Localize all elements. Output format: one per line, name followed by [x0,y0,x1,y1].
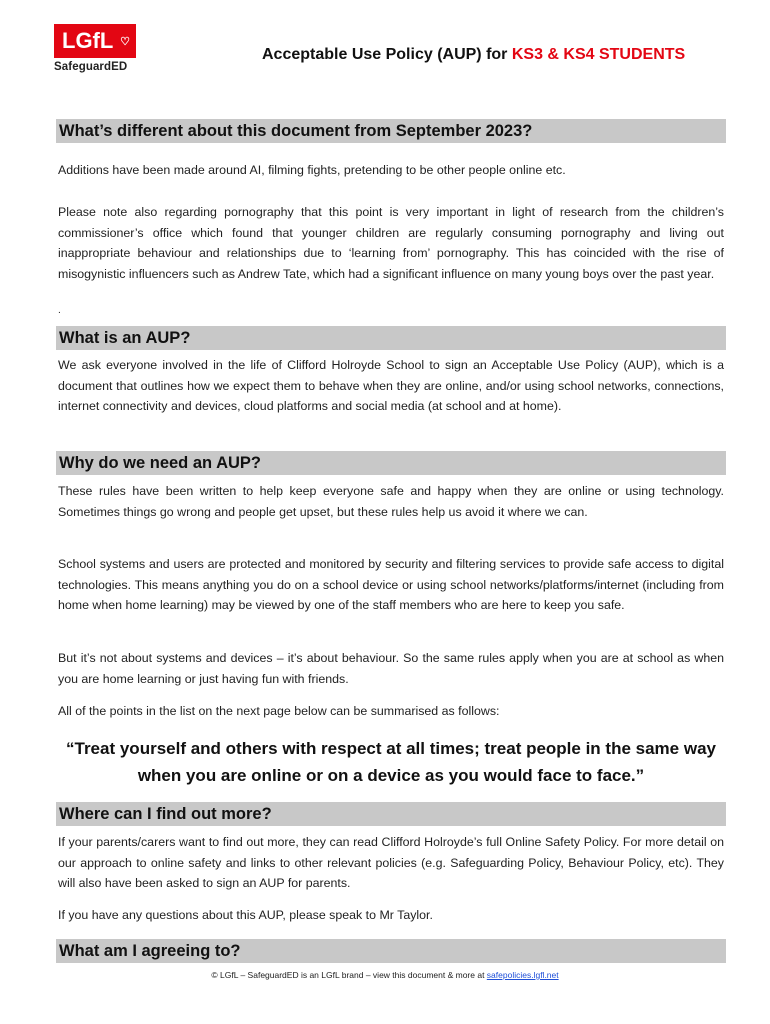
logo-subtitle: SafeguardED [54,61,128,73]
page-footer [0,970,770,980]
heading-why-aup: Why do we need an AUP? [56,451,726,475]
title-prefix: Acceptable Use Policy (AUP) for [262,46,512,63]
page-title [262,46,685,64]
footer-link[interactable]: safepolicies.lgfl.net [486,970,559,980]
stray-dot: . [58,305,61,316]
title-accent: KS3 & KS4 STUDENTS [511,46,686,63]
why-paragraph-3: But it’s not about systems and devices – it’s about behaviour. So the same rules apply when you are at school as when you are home learning or just having fun with friends. [58,651,724,686]
more-paragraph-2: If you have any questions about this AUP, please speak to Mr Taylor. [58,908,433,922]
heading-changes: What’s different about this document from September 2023? [56,119,726,143]
more-paragraph-1: If your parents/carers want to find out more, they can read Clifford Holroyde’s full Online Safety Policy. For more detail on our approach to online safety and links to other relevant policies (e.g. Safeguarding Policy, Behaviour Policy, etc). They will also have been asked to sign an AUP for parents. [58,835,724,890]
summary-quote: “Treat yourself and others with respect at all times; treat people in the same way when you are online or on a device as you would face to face.” [66,739,716,785]
logo-brand: LGfL [62,28,114,53]
heading-agreeing-to: What am I agreeing to? [56,939,726,963]
changes-paragraph-2: Please note also regarding pornography that this point is very important in light of research from the children’s commissioner’s office which found that younger children are regularly consuming pornography and living out inappropriate behaviour and relationships due to ‘learning from’ pornography. This has coincided with the rise of misogynistic influencers such as Andrew Tate, which had a significant influence on many young boys over the past year. [58,205,724,281]
lgfl-logo [54,24,138,80]
heading-what-is-aup: What is an AUP? [56,326,726,350]
changes-paragraph-1: Additions have been made around AI, filming fights, pretending to be other people online etc. [58,163,566,177]
why-paragraph-4: All of the points in the list on the next page below can be summarised as follows: [58,704,500,718]
why-paragraph-1: These rules have been written to help keep everyone safe and happy when they are online or using technology. Sometimes things go wrong and people get upset, but these rules help us avoid it where we can. [58,484,724,519]
what-paragraph-1: We ask everyone involved in the life of Clifford Holroyde School to sign an Acceptable Use Policy (AUP), which is a document that outlines how we expect them to behave when they are online, and/or using school networks, connections, internet connectivity and devices, cloud platforms and social media (at school and at home). [58,358,724,413]
footer-text: © LGfL – SafeguardED is an LGfL brand – view this document & more at [211,970,487,980]
heart-icon: ♡ [120,36,130,48]
logo-badge [54,24,136,58]
why-paragraph-2: School systems and users are protected and monitored by security and filtering services to provide safe access to digital technologies. This means anything you do on a school device or using school networks/platforms/internet (including from home when home learning) may be viewed by one of the staff members who are here to keep you safe. [58,557,724,612]
heading-find-out-more: Where can I find out more? [56,802,726,826]
